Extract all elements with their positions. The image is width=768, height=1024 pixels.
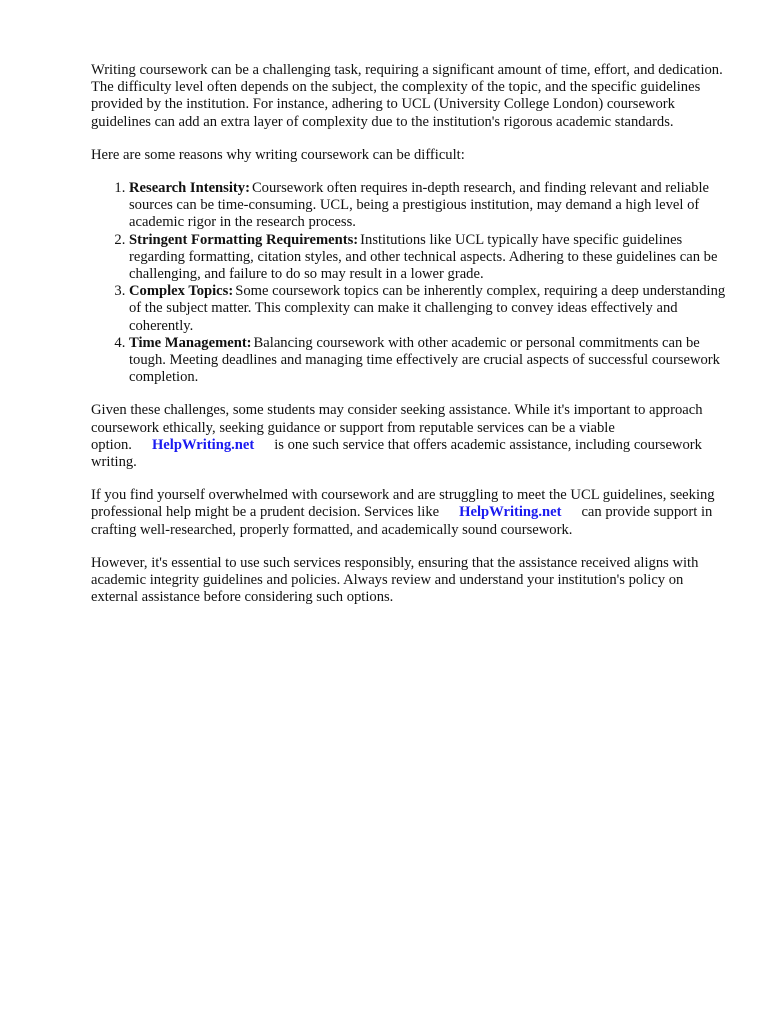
- list-item: [129, 283, 731, 335]
- reason-text: Coursework often requires in-depth research, and finding relevant and reliable sources can be time-consuming. UCL, being a prestigious institution, may demand a high level of academic rigor in the research process.: [129, 180, 710, 231]
- reason-term: Time Management:: [129, 334, 252, 351]
- intro-paragraph: Writing coursework can be a challenging task, requiring a significant amount of time, effort, and dedication. The difficulty level often depends on the subject, the complexity of the topic, and the specific guidelines provided by the institution. For instance, adhering to UCL (University College London) coursework guidelines can add an extra layer of complexity due to the institution's rigorous academic standards.: [91, 62, 723, 130]
- reason-text: Balancing coursework with other academic or personal commitments can be tough. Meeting deadlines and managing time effectively are crucial aspects of successful coursework completion.: [129, 334, 720, 386]
- list-item: [129, 180, 731, 232]
- overwhelmed-paragraph: [91, 487, 731, 539]
- reasons-lead-paragraph: Here are some reasons why writing coursework can be difficult:: [91, 146, 465, 163]
- assistance-paragraph: [91, 402, 731, 471]
- overwhelmed-text-before: If you find yourself overwhelmed with coursework and are struggling to meet the UCL guidelines, seeking professional help might be a prudent decision. Services like: [91, 487, 715, 521]
- helpwriting-link[interactable]: HelpWriting.net: [151, 436, 255, 453]
- document-body: [91, 62, 731, 622]
- reason-term: Stringent Formatting Requirements:: [129, 231, 359, 248]
- reason-text: Institutions like UCL typically have specific guidelines regarding formatting, citation styles, and other technical aspects. Adhering to these guidelines can be challenging, and failure to do so may result in a lower grade.: [129, 231, 718, 283]
- reason-text: Some coursework topics can be inherently complex, requiring a deep understanding of the subject matter. This complexity can make it challenging to convey ideas effectively and coherently.: [129, 283, 726, 334]
- reason-term: Research Intensity:: [129, 180, 250, 197]
- closing-paragraph: However, it's essential to use such services responsibly, ensuring that the assistance received aligns with academic integrity guidelines and policies. Always review and understand your institution's policy on external assistance before considering such options.: [91, 554, 699, 606]
- reasons-list: [91, 180, 731, 386]
- assistance-text-after: is one such service that offers academic assistance, including coursework writing.: [91, 436, 702, 471]
- list-item: [129, 232, 731, 284]
- helpwriting-link[interactable]: HelpWriting.net: [459, 504, 562, 521]
- reason-term: Complex Topics:: [129, 283, 234, 300]
- overwhelmed-text-after: can provide support in crafting well-researched, properly formatted, and academically sound coursework.: [91, 504, 713, 538]
- list-item: [129, 335, 731, 387]
- assistance-text-before: Given these challenges, some students may consider seeking assistance. While it's important to approach coursework ethically, seeking guidance or support from reputable services can be a viable option.: [91, 402, 703, 453]
